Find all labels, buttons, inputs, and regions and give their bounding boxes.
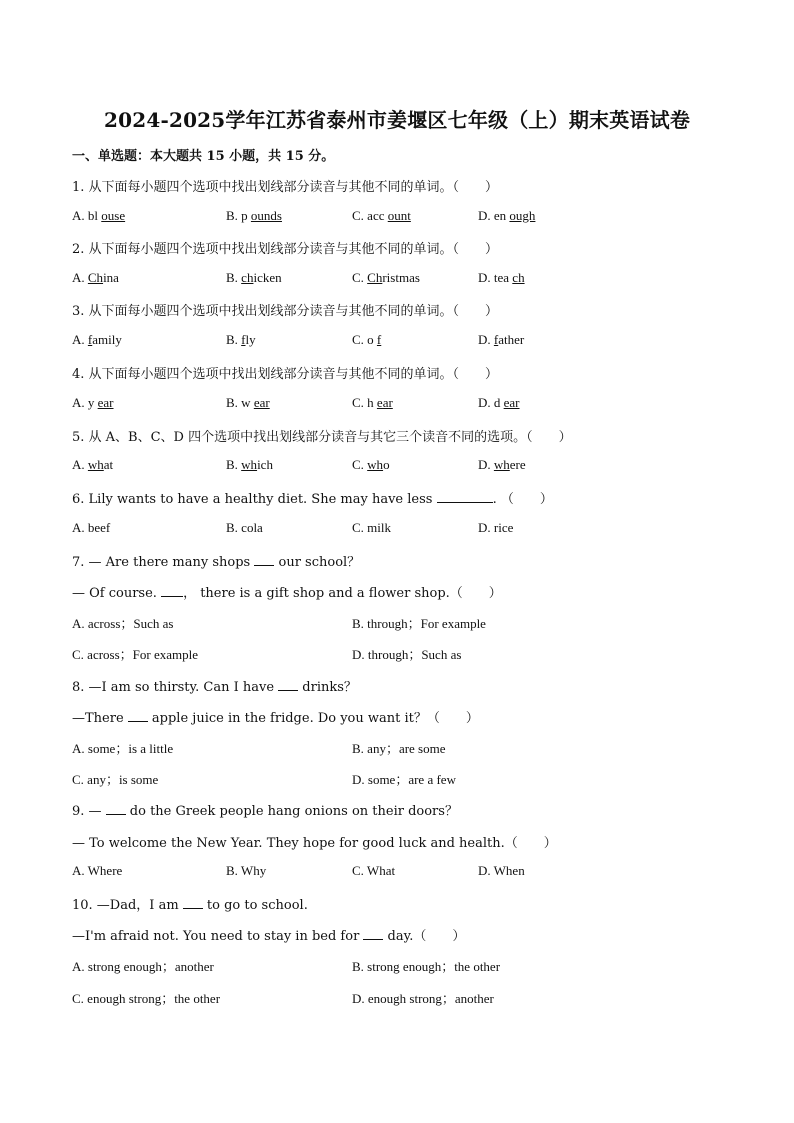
underlined-part: ch [241, 270, 254, 285]
option-text: ere [509, 457, 526, 472]
option-text: ich [257, 457, 273, 472]
question-2-stem: 2. 从下面每小题四个选项中找出划线部分读音与其他不同的单词。（ ） [72, 242, 499, 257]
answer-blank [128, 710, 148, 722]
answer-blank [363, 928, 383, 940]
option-text: beef [87, 520, 111, 535]
underlined-part: Ch [87, 270, 104, 285]
question-10-text: —I'm afraid not. You need to stay in bed for [72, 929, 364, 944]
question-6-option-d [478, 520, 513, 536]
option-label: C. [352, 395, 368, 410]
option-text: bl [87, 208, 102, 223]
question-3-stem: 3. 从下面每小题四个选项中找出划线部分读音与其他不同的单词。（ ） [72, 304, 499, 319]
option-text: rice [493, 520, 514, 535]
question-10-option-b: B. strong enough；the other [352, 959, 501, 974]
option-text: milk [367, 520, 392, 535]
option-label: B. [226, 395, 242, 410]
question-8-text: —There [72, 711, 128, 726]
question-6-option-c [352, 520, 391, 536]
question-4-stem: 4. 从下面每小题四个选项中找出划线部分读音与其他不同的单词。（ ） [72, 367, 499, 382]
option-text: en [493, 208, 510, 223]
answer-blank [183, 897, 203, 909]
option-label: A. [72, 208, 88, 223]
question-8-line-2 [72, 707, 479, 726]
question-7-text: — Of course. [72, 586, 162, 601]
question-9-text: 9. — [72, 804, 106, 819]
question-6-option-a [72, 520, 110, 536]
option-text: ristmas [382, 270, 420, 285]
underlined-part: wh [493, 457, 510, 472]
underlined-part: ouse [101, 208, 126, 223]
underlined-part: ounds [250, 208, 282, 223]
underlined-part: ount [387, 208, 411, 223]
option-label: A. [72, 270, 88, 285]
question-8-text: drinks？ [298, 680, 357, 695]
option-label: B. [226, 208, 242, 223]
question-5-option-b [226, 457, 273, 473]
question-6-stem [72, 488, 553, 507]
option-label: B. [226, 332, 242, 347]
question-3-option-c [352, 332, 381, 348]
option-label: C. [352, 457, 368, 472]
section-heading: 一、单选题：本大题共 15 小题，共 15 分。 [72, 149, 335, 164]
question-10-line-1 [72, 894, 308, 913]
question-3-option-a [72, 332, 122, 348]
question-8-option-d: D. some；are a few [352, 772, 456, 787]
option-label: C. [352, 270, 368, 285]
question-9-option-a: A. Where [72, 863, 123, 878]
question-2-option-d [478, 270, 525, 286]
option-label: D. [478, 270, 494, 285]
underlined-part: ch [512, 270, 525, 285]
question-2-option-c [352, 270, 420, 286]
question-8-line-1 [72, 676, 357, 695]
underlined-part: f [87, 332, 93, 347]
option-label: C. [352, 520, 368, 535]
question-7-option-c: C. across；For example [72, 647, 199, 662]
option-label: D. [478, 395, 494, 410]
question-7-option-b: B. through；For example [352, 616, 486, 631]
option-label: A. [72, 395, 88, 410]
page-title: 2024-2025学年江苏省泰州市姜堰区七年级（上）期末英语试卷 [103, 108, 691, 132]
question-7-option-d: D. through；Such as [352, 647, 462, 662]
question-4-option-d [478, 395, 520, 411]
question-8-option-a: A. some；is a little [72, 741, 174, 756]
question-8-text: 8. —I am so thirsty. Can I have [72, 680, 279, 695]
underlined-part: ear [376, 395, 393, 410]
option-text: d [493, 395, 504, 410]
question-8-option-c: C. any；is some [72, 772, 159, 787]
option-label: C. [352, 208, 368, 223]
underlined-part: ear [97, 395, 114, 410]
option-text: y [87, 395, 98, 410]
answer-blank [106, 803, 126, 815]
option-label: A. [72, 457, 88, 472]
question-7-line-2 [72, 582, 502, 601]
question-1-option-a [72, 208, 125, 224]
question-9-option-b: B. Why [226, 863, 267, 878]
option-label: C. [352, 332, 368, 347]
option-text: ather [498, 332, 525, 347]
option-text: cola [241, 520, 263, 535]
question-9-line-2: — To welcome the New Year. They hope for good luck and health.（ ） [72, 836, 557, 851]
question-6-stem-pre: 6. Lily wants to have a healthy diet. She may have less [72, 492, 437, 507]
underlined-part: f [493, 332, 499, 347]
option-text: p [241, 208, 251, 223]
underlined-part: wh [241, 457, 258, 472]
question-9-line-1 [72, 800, 458, 819]
option-text: ly [245, 332, 256, 347]
question-9-text: do the Greek people hang onions on their doors？ [125, 804, 458, 819]
question-10-line-2 [72, 925, 465, 944]
option-label: B. [226, 270, 242, 285]
question-7-text: our school？ [274, 555, 361, 570]
answer-blank [161, 585, 183, 597]
option-label: D. [478, 520, 494, 535]
underlined-part: f [241, 332, 246, 347]
question-8-text: apple juice in the fridge. Do you want it？（ ） [147, 711, 479, 726]
question-4-option-c [352, 395, 393, 411]
question-10-option-c: C. enough strong；the other [72, 991, 221, 1006]
answer-blank [254, 554, 274, 566]
question-5-stem: 5. 从 A、B、C、D 四个选项中找出划线部分读音与其它三个读音不同的选项。（ ） [72, 430, 572, 445]
underlined-part: f [376, 332, 382, 347]
underlined-part: wh [367, 457, 384, 472]
question-9-option-c: C. What [352, 863, 396, 878]
question-6-option-b [226, 520, 263, 536]
option-text: icken [253, 270, 282, 285]
question-4-option-b [226, 395, 270, 411]
underlined-part: wh [87, 457, 104, 472]
option-text: tea [493, 270, 513, 285]
question-2-option-a [72, 270, 119, 286]
question-8-option-b: B. any；are some [352, 741, 446, 756]
option-label: D. [478, 457, 494, 472]
question-3-option-b [226, 332, 256, 348]
question-7-option-a: A. across；Such as [72, 616, 174, 631]
question-1-option-c [352, 208, 411, 224]
underlined-part: ough [509, 208, 536, 223]
answer-blank [278, 679, 298, 691]
option-text: o [367, 332, 377, 347]
question-1-option-b [226, 208, 282, 224]
question-6-stem-post: . （ ） [492, 492, 553, 507]
question-10-text: day.（ ） [383, 929, 466, 944]
question-10-text: to go to school. [202, 898, 308, 913]
answer-blank [437, 491, 493, 503]
option-text: acc [367, 208, 388, 223]
question-9-option-d: D. When [478, 863, 525, 878]
question-4-option-a [72, 395, 114, 411]
option-label: D. [478, 208, 494, 223]
question-10-option-a: A. strong enough；another [72, 959, 214, 974]
underlined-part: ear [253, 395, 270, 410]
option-text: h [367, 395, 377, 410]
option-label: A. [72, 520, 88, 535]
option-text: amily [92, 332, 122, 347]
option-text: at [103, 457, 114, 472]
question-5-option-d [478, 457, 526, 473]
question-7-text: 7. — Are there many shops [72, 555, 255, 570]
question-7-text: ， there is a gift shop and a flower shop.（ ） [183, 586, 502, 601]
question-10-text: 10. —Dad，I am [72, 898, 183, 913]
option-label: B. [226, 520, 242, 535]
option-text: o [383, 457, 390, 472]
question-3-option-d [478, 332, 524, 348]
question-1-option-d [478, 208, 535, 224]
option-text: w [241, 395, 254, 410]
underlined-part: Ch [367, 270, 383, 285]
question-1-stem: 1. 从下面每小题四个选项中找出划线部分读音与其他不同的单词。（ ） [72, 180, 499, 195]
question-5-option-c [352, 457, 390, 473]
option-label: B. [226, 457, 242, 472]
question-2-option-b [226, 270, 282, 286]
option-label: A. [72, 332, 88, 347]
option-text: ina [103, 270, 119, 285]
question-10-option-d: D. enough strong；another [352, 991, 494, 1006]
option-label: D. [478, 332, 494, 347]
question-5-option-a [72, 457, 113, 473]
question-7-line-1 [72, 551, 360, 570]
underlined-part: ear [503, 395, 520, 410]
